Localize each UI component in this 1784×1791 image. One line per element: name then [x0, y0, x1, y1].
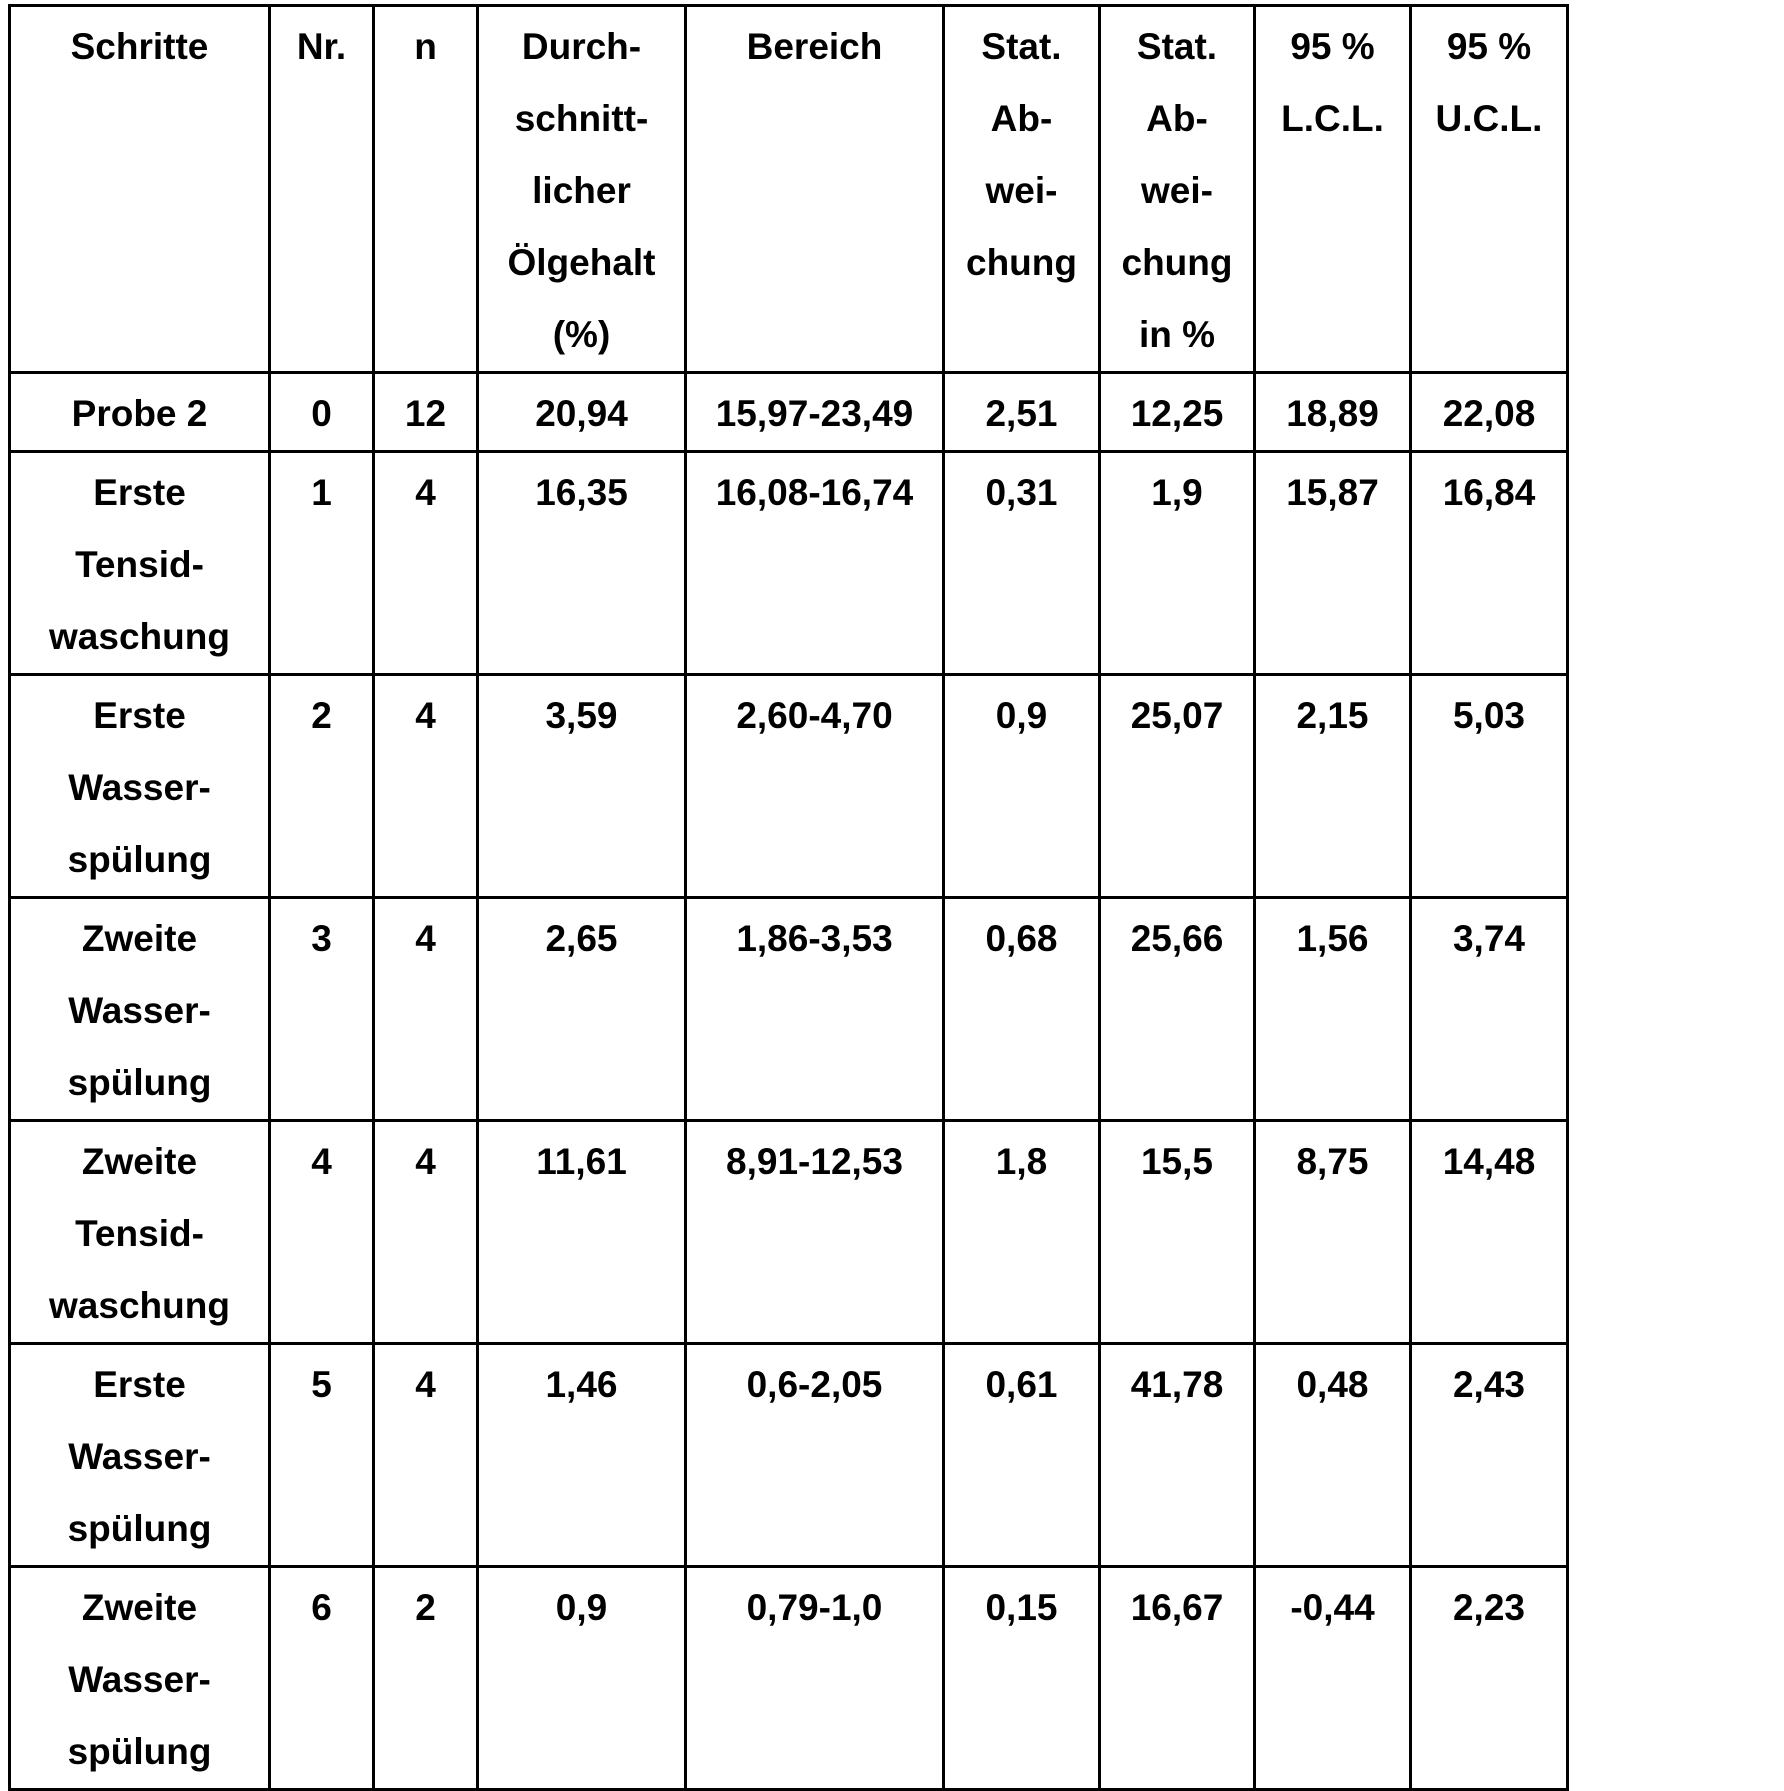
- cell-lcl: 8,75: [1255, 1121, 1411, 1344]
- cell-step: Zweite Wasser- spülung: [10, 1567, 270, 1790]
- cell-n: 4: [374, 1344, 478, 1567]
- cell-n: 12: [374, 373, 478, 452]
- cell-step: Erste Wasser- spülung: [10, 675, 270, 898]
- header-ucl: 95 % U.C.L.: [1411, 6, 1568, 373]
- cell-sd-pct: 41,78: [1100, 1344, 1255, 1567]
- cell-nr: 1: [270, 452, 374, 675]
- cell-sd: 1,8: [944, 1121, 1100, 1344]
- cell-range: 0,6-2,05: [686, 1344, 944, 1567]
- header-row: [10, 6, 1568, 373]
- cell-ucl: 2,23: [1411, 1567, 1568, 1790]
- cell-sd-pct: 1,9: [1100, 452, 1255, 675]
- table-row: [10, 1567, 1568, 1790]
- table-row: [10, 1121, 1568, 1344]
- table-row: [10, 898, 1568, 1121]
- cell-mean: 20,94: [478, 373, 686, 452]
- cell-nr: 4: [270, 1121, 374, 1344]
- cell-ucl: 22,08: [1411, 373, 1568, 452]
- cell-range: 1,86-3,53: [686, 898, 944, 1121]
- cell-lcl: -0,44: [1255, 1567, 1411, 1790]
- header-lcl: 95 % L.C.L.: [1255, 6, 1411, 373]
- cell-ucl: 3,74: [1411, 898, 1568, 1121]
- cell-range: 15,97-23,49: [686, 373, 944, 452]
- table-row: [10, 675, 1568, 898]
- cell-lcl: 18,89: [1255, 373, 1411, 452]
- cell-nr: 3: [270, 898, 374, 1121]
- cell-step: Zweite Wasser- spülung: [10, 898, 270, 1121]
- cell-step: Erste Tensid- waschung: [10, 452, 270, 675]
- cell-n: 2: [374, 1567, 478, 1790]
- cell-lcl: 15,87: [1255, 452, 1411, 675]
- cell-nr: 6: [270, 1567, 374, 1790]
- cell-nr: 5: [270, 1344, 374, 1567]
- header-range: Bereich: [686, 6, 944, 373]
- cell-sd-pct: 15,5: [1100, 1121, 1255, 1344]
- cell-mean: 1,46: [478, 1344, 686, 1567]
- cell-ucl: 16,84: [1411, 452, 1568, 675]
- header-std-dev: Stat. Ab- wei- chung: [944, 6, 1100, 373]
- cell-range: 0,79-1,0: [686, 1567, 944, 1790]
- cell-sd: 2,51: [944, 373, 1100, 452]
- cell-step: Probe 2: [10, 373, 270, 452]
- cell-n: 4: [374, 452, 478, 675]
- cell-nr: 0: [270, 373, 374, 452]
- cell-sd: 0,15: [944, 1567, 1100, 1790]
- cell-range: 2,60-4,70: [686, 675, 944, 898]
- header-nr: Nr.: [270, 6, 374, 373]
- cell-step: Zweite Tensid- waschung: [10, 1121, 270, 1344]
- cell-n: 4: [374, 1121, 478, 1344]
- table-row: [10, 1344, 1568, 1567]
- cell-lcl: 0,48: [1255, 1344, 1411, 1567]
- cell-range: 8,91-12,53: [686, 1121, 944, 1344]
- cell-nr: 2: [270, 675, 374, 898]
- cell-mean: 11,61: [478, 1121, 686, 1344]
- cell-n: 4: [374, 675, 478, 898]
- cell-sd-pct: 25,66: [1100, 898, 1255, 1121]
- cell-mean: 2,65: [478, 898, 686, 1121]
- cell-step: Erste Wasser- spülung: [10, 1344, 270, 1567]
- cell-mean: 16,35: [478, 452, 686, 675]
- cell-sd-pct: 12,25: [1100, 373, 1255, 452]
- header-mean-oil-content: Durch- schnitt- licher Ölgehalt (%): [478, 6, 686, 373]
- cell-sd: 0,61: [944, 1344, 1100, 1567]
- header-std-dev-pct: Stat. Ab- wei- chung in %: [1100, 6, 1255, 373]
- cell-mean: 0,9: [478, 1567, 686, 1790]
- table-row: [10, 452, 1568, 675]
- cell-sd: 0,31: [944, 452, 1100, 675]
- cell-sd-pct: 25,07: [1100, 675, 1255, 898]
- cell-range: 16,08-16,74: [686, 452, 944, 675]
- header-n: n: [374, 6, 478, 373]
- cell-ucl: 14,48: [1411, 1121, 1568, 1344]
- header-schritte: Schritte: [10, 6, 270, 373]
- cell-lcl: 2,15: [1255, 675, 1411, 898]
- cell-n: 4: [374, 898, 478, 1121]
- cell-lcl: 1,56: [1255, 898, 1411, 1121]
- results-table: [8, 4, 1569, 1791]
- cell-sd: 0,68: [944, 898, 1100, 1121]
- cell-sd: 0,9: [944, 675, 1100, 898]
- cell-ucl: 5,03: [1411, 675, 1568, 898]
- cell-ucl: 2,43: [1411, 1344, 1568, 1567]
- cell-mean: 3,59: [478, 675, 686, 898]
- cell-sd-pct: 16,67: [1100, 1567, 1255, 1790]
- table-row: [10, 373, 1568, 452]
